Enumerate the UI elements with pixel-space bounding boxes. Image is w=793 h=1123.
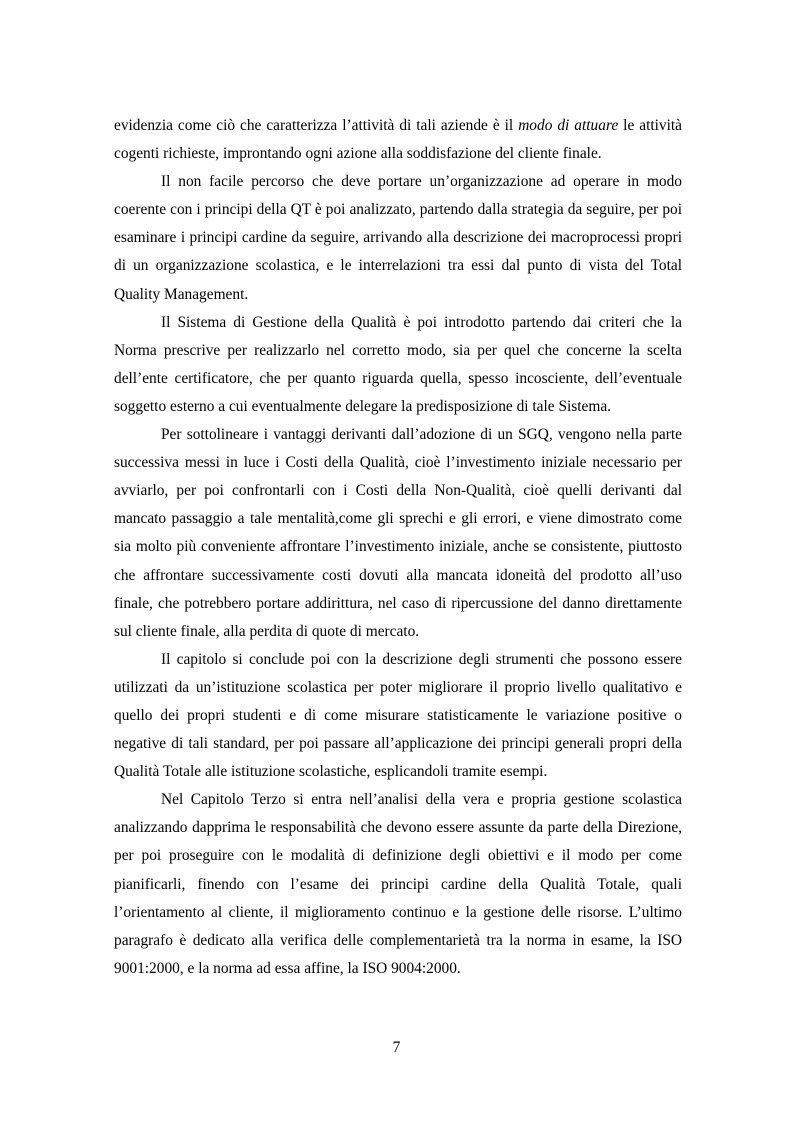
paragraph-chapter-conclusion: Il capitolo si conclude poi con la descrizione degli strumenti che possono essere utilizzati da un’istituzione scolastica per poter migliorare il proprio livello qualitativo e quello dei propri studenti e di come misurare statisticamente le variazione positive o negative di tali standard, per poi passare all’applicazione dei principi generali propri della Qualità Totale alle istituzione scolastiche, esplicandoli tramite esempi.: [114, 650, 682, 781]
paragraph-text: le attività cogenti richieste, improntando ogni azione alla soddisfazione del cliente finale.: [114, 117, 682, 163]
paragraph-sgq-introduction: Il Sistema di Gestione della Qualità è poi introdotto partendo dai criteri che la Norma prescrive per realizzarlo nel corretto modo, sia per quel che concerne la scelta dell’ente certificatore, che per quanto riguarda quella, spesso incosciente, dell’eventuale soggetto esterno a cui eventualmente delegare la predisposizione di tale Sistema.: [114, 313, 682, 415]
paragraph-qt-path: Il non facile percorso che deve portare un’organizzazione ad operare in modo coerente con i principi della QT è poi analizzato, partendo dalla strategia da seguire, per poi esaminare i principi cardine da seguire, arrivando alla descrizione dei macroprocessi propri di un organizzazione scolastica, e le interrelazioni tra essi dal punto di vista del Total Quality Management.: [114, 173, 682, 303]
paragraph-text: evidenzia come ciò che caratterizza l’attività di tali aziende è il: [114, 117, 519, 134]
paragraph-quality-costs: Per sottolineare i vantaggi derivanti dall’adozione di un SGQ, vengono nella parte successiva messi in luce i Costi della Qualità, cioè l’investimento iniziale necessario per avviarlo, per poi confrontarli con i Costi della Non-Qualità, cioè quelli derivanti dal mancato passaggio a tale mentalità,come gli sprechi e gli errori, e viene dimostrato come sia molto più conveniente affrontare l’investimento iniziale, anche se consistente, piuttosto che affrontare successivamente costi dovuti alla mancata idoneità del prodotto all’uso finale, che potrebbero portare addirittura, nel caso di ripercussione del danno direttamente sul cliente finale, alla perdita di quote di mercato.: [114, 426, 682, 640]
paragraph-continuation: [114, 112, 682, 168]
emphasized-phrase: modo di attuare: [518, 117, 619, 134]
body-text: [114, 112, 682, 983]
paragraph-chapter-three: Nel Capitolo Terzo si entra nell’analisi della vera e propria gestione scolastica analizzando dapprima le responsabilità che devono essere assunte da parte della Direzione, per poi proseguire con le modalità di definizione degli obiettivi e il modo per come pianificarli, finendo con l’esame dei principi cardine della Qualità Totale, quali l’orientamento al cliente, il miglioramento continuo e la gestione delle risorse. L’ultimo paragrafo è dedicato alla verifica delle complementarietà tra la norma in esame, la ISO 9001:2000, e la norma ad essa affine, la ISO 9004:2000.: [114, 791, 682, 977]
page-number: 7: [392, 1039, 401, 1056]
